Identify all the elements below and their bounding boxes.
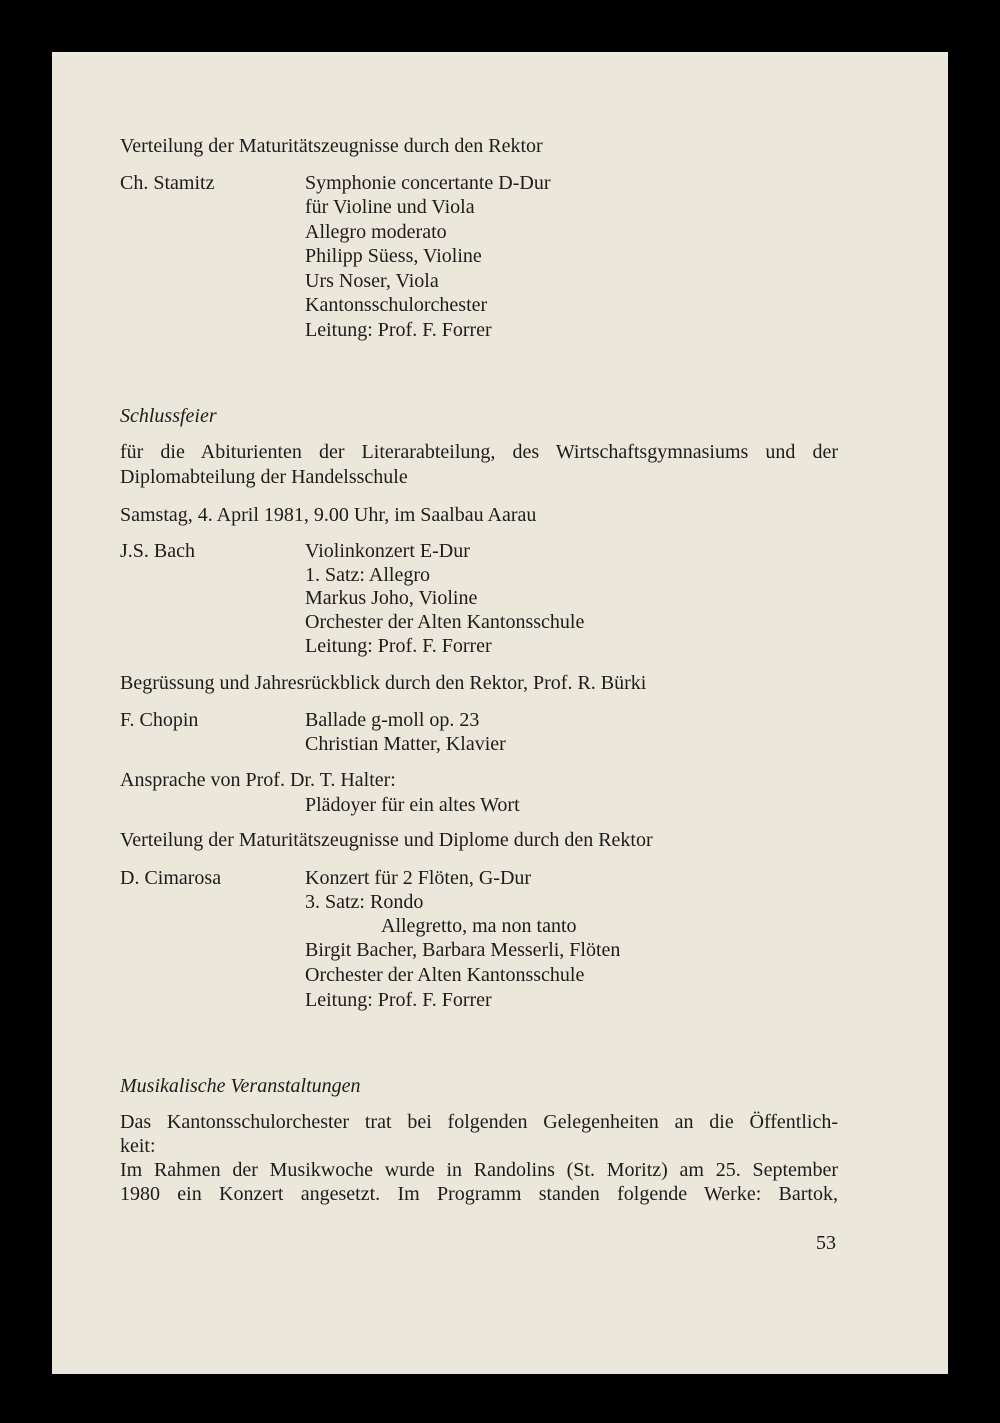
musik-paragraph-line: keit: xyxy=(120,1135,156,1157)
maturity-distribution-heading: Verteilung der Maturitätszeugnisse durch den Rektor xyxy=(120,135,543,157)
stamitz-detail: Allegro moderato xyxy=(305,221,447,243)
schlussfeier-intro-line: für die Abiturienten der Literarabteilung, des Wirtschaftsgymnasiums und der xyxy=(120,441,838,463)
cimarosa-detail: Birgit Bacher, Barbara Messerli, Flöten xyxy=(305,939,621,961)
cimarosa-detail: Orchester der Alten Kantonsschule xyxy=(305,964,585,986)
composer-stamitz: Ch. Stamitz xyxy=(120,172,215,194)
stamitz-detail: Philipp Süess, Violine xyxy=(305,245,482,267)
musik-paragraph-line: 1980 ein Konzert angesetzt. Im Programm standen folgende Werke: Bartok, xyxy=(120,1183,838,1205)
bach-detail: Orchester der Alten Kantonsschule xyxy=(305,611,585,633)
bach-detail: Violinkonzert E-Dur xyxy=(305,540,470,562)
stamitz-detail: Symphonie concertante D-Dur xyxy=(305,172,551,194)
speech-label: Ansprache von Prof. Dr. T. Halter: xyxy=(120,769,396,791)
stamitz-detail: für Violine und Viola xyxy=(305,196,475,218)
schlussfeier-title: Schlussfeier xyxy=(120,405,217,427)
chopin-detail: Christian Matter, Klavier xyxy=(305,733,506,755)
stamitz-detail: Leitung: Prof. F. Forrer xyxy=(305,319,492,341)
chopin-detail: Ballade g-moll op. 23 xyxy=(305,709,480,731)
cimarosa-detail: Leitung: Prof. F. Forrer xyxy=(305,989,492,1011)
schlussfeier-date: Samstag, 4. April 1981, 9.00 Uhr, im Saalbau Aarau xyxy=(120,504,537,526)
bach-detail: Leitung: Prof. F. Forrer xyxy=(305,635,492,657)
cimarosa-detail: 3. Satz: Rondo xyxy=(305,891,424,913)
composer-cimarosa: D. Cimarosa xyxy=(120,867,222,889)
page-number: 53 xyxy=(816,1232,836,1254)
speech-title: Plädoyer für ein altes Wort xyxy=(305,794,520,816)
stamitz-detail: Kantonsschulorchester xyxy=(305,294,488,316)
composer-chopin: F. Chopin xyxy=(120,709,199,731)
cimarosa-detail: Konzert für 2 Flöten, G-Dur xyxy=(305,867,532,889)
musik-title: Musikalische Veranstaltungen xyxy=(120,1075,361,1097)
composer-bach: J.S. Bach xyxy=(120,540,195,562)
schlussfeier-intro-line: Diplomabteilung der Handelsschule xyxy=(120,466,408,488)
musik-paragraph-line: Im Rahmen der Musikwoche wurde in Randolins (St. Moritz) am 25. September xyxy=(120,1159,838,1181)
cimarosa-detail: Allegretto, ma non tanto xyxy=(381,915,577,937)
bach-detail: Markus Joho, Violine xyxy=(305,587,478,609)
distribution-line: Verteilung der Maturitätszeugnisse und Diplome durch den Rektor xyxy=(120,829,653,851)
greeting-line: Begrüssung und Jahresrückblick durch den Rektor, Prof. R. Bürki xyxy=(120,672,647,694)
musik-paragraph-line: Das Kantonsschulorchester trat bei folgenden Gelegenheiten an die Öffentlich- xyxy=(120,1111,838,1133)
stamitz-detail: Urs Noser, Viola xyxy=(305,270,439,292)
bach-detail: 1. Satz: Allegro xyxy=(305,564,430,586)
